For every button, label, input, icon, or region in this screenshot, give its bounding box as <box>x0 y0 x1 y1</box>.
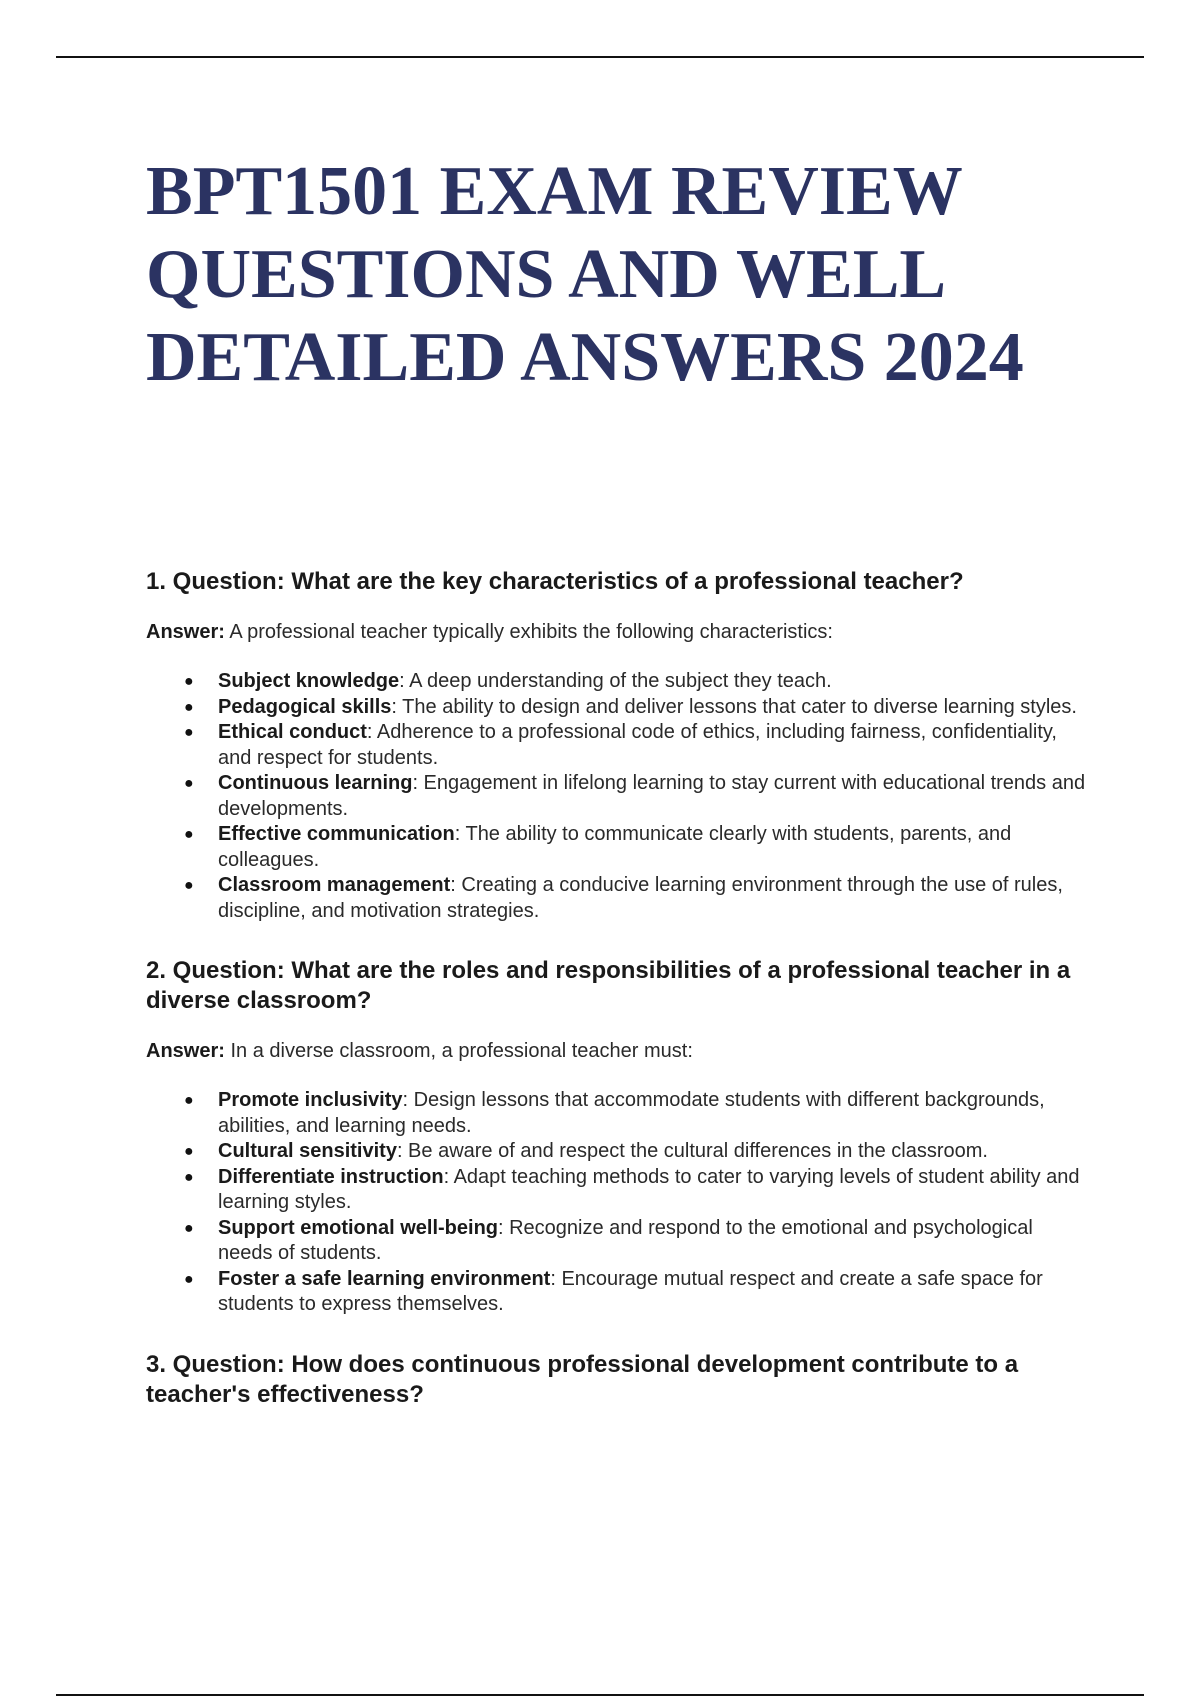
bullet-icon: ● <box>184 1168 194 1186</box>
item-text: : Adapt teaching methods to cater to varying levels of student ability and learning styles. <box>218 1165 1080 1213</box>
list-item <box>146 873 1086 924</box>
bullet-icon: ● <box>184 673 194 690</box>
item-term: Subject knowledge <box>218 670 400 692</box>
item-text: : Design lessons that accommodate students with different backgrounds, abilities, and learning needs. <box>218 1089 1045 1137</box>
item-term: Promote inclusivity <box>218 1089 403 1111</box>
list-item <box>146 1165 1086 1216</box>
item-term: Support emotional well-being <box>218 1216 498 1239</box>
item-text: : The ability to design and deliver lessons that cater to diverse learning styles. <box>391 695 1077 718</box>
item-text: : Recognize and respond to the emotional and psychological needs of students. <box>218 1216 1033 1264</box>
bullet-icon: ● <box>184 698 194 716</box>
item-term: Pedagogical skills <box>218 695 392 718</box>
answer-label: Answer: <box>146 621 225 643</box>
bullet-icon: ● <box>184 724 194 741</box>
answer-label: Answer: <box>146 1040 225 1062</box>
item-term: Classroom management <box>218 874 451 896</box>
item-term: Cultural sensitivity <box>218 1140 397 1162</box>
top-rule <box>56 56 1144 58</box>
document-title: BPT1501 EXAM REVIEW QUESTIONS AND WELL DETAILED ANSWERS 2024 <box>146 153 1024 396</box>
list-item <box>146 1267 1086 1318</box>
item-term: Effective communication <box>218 823 455 845</box>
list-item <box>146 720 1086 771</box>
section-1 <box>146 567 1086 924</box>
list-item <box>146 695 1086 721</box>
question-1: 1. Question: What are the key characteristics of a professional teacher? <box>146 568 964 595</box>
item-text: : Creating a conducive learning environment through the use of rules, discipline, and motivation strategies. <box>218 874 1063 922</box>
bullet-icon: ● <box>184 1270 194 1288</box>
list-item <box>146 1088 1086 1139</box>
bullet-icon: ● <box>184 1143 194 1160</box>
answer-1-intro-text: A professional teacher typically exhibits the following characteristics: <box>224 621 833 643</box>
item-text: : Encourage mutual respect and create a safe space for students to express themselves. <box>218 1267 1043 1315</box>
list-item <box>146 1139 1086 1165</box>
list-item <box>146 822 1086 873</box>
item-text: : The ability to communicate clearly with students, parents, and colleagues. <box>218 823 1012 871</box>
document-body <box>146 150 1086 1410</box>
question-3: 3. Question: How does continuous professional development contribute to a teacher's effectiveness? <box>146 1350 1019 1408</box>
section-3 <box>146 1350 1086 1410</box>
section-2 <box>146 956 1086 1318</box>
answer-2-list <box>146 1088 1086 1318</box>
item-text: : Be aware of and respect the cultural differences in the classroom. <box>396 1140 988 1162</box>
item-term: Ethical conduct <box>218 721 367 743</box>
item-text: : A deep understanding of the subject they teach. <box>399 670 832 692</box>
item-text: : Engagement in lifelong learning to stay current with educational trends and developments. <box>218 772 1086 820</box>
answer-2-intro-text: In a diverse classroom, a professional teacher must: <box>224 1040 693 1062</box>
bullet-icon: ● <box>184 1219 194 1237</box>
bottom-rule <box>56 1694 1144 1696</box>
bullet-icon: ● <box>184 1092 194 1109</box>
item-term: Differentiate instruction <box>218 1165 444 1188</box>
list-item <box>146 771 1086 822</box>
answer-1-list <box>146 669 1086 924</box>
answer-2-intro <box>146 1038 1086 1064</box>
answer-1-intro <box>146 619 1086 645</box>
list-item <box>146 1216 1086 1267</box>
item-text: : Adherence to a professional code of ethics, including fairness, confidentiality, and respect for students. <box>218 721 1057 769</box>
item-term: Continuous learning <box>218 772 413 794</box>
bullet-icon: ● <box>184 877 194 894</box>
bullet-icon: ● <box>184 775 194 792</box>
list-item <box>146 669 1086 695</box>
bullet-icon: ● <box>184 826 194 843</box>
question-2: 2. Question: What are the roles and responsibilities of a professional teacher in a diverse classroom? <box>146 957 1071 1014</box>
item-term: Foster a safe learning environment <box>218 1267 551 1290</box>
